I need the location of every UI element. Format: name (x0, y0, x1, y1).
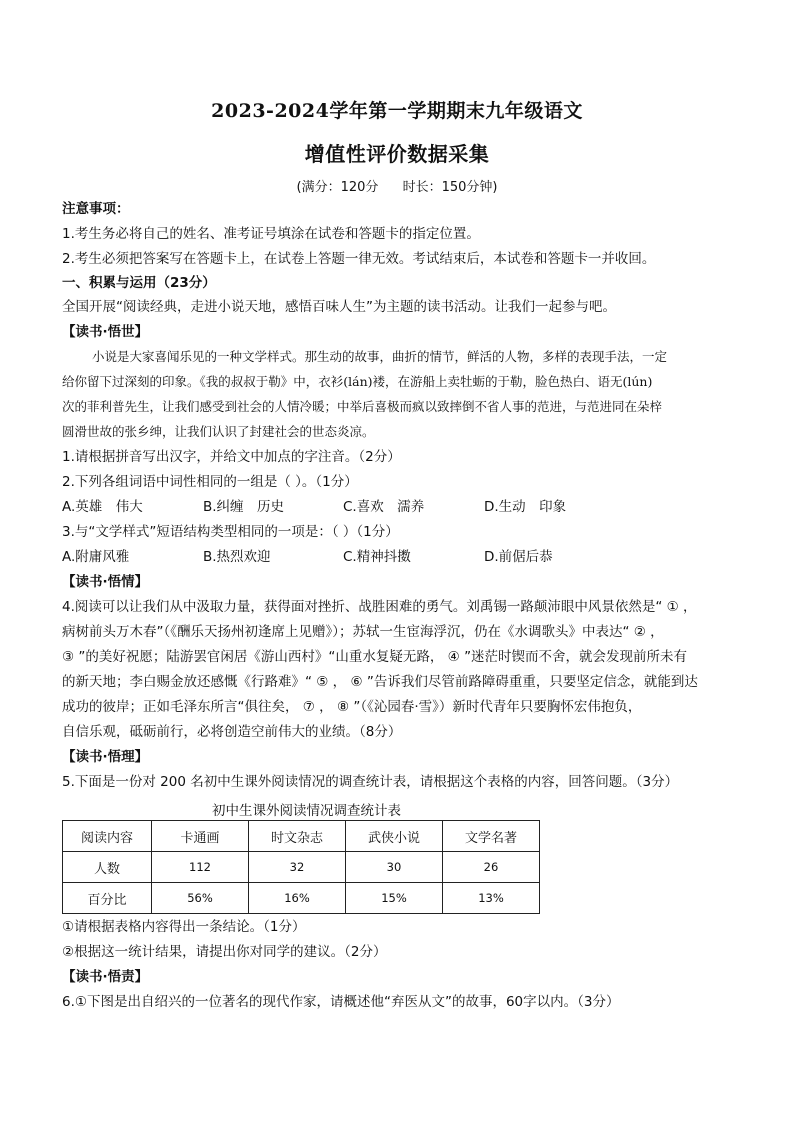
table-cell: 26 (443, 852, 540, 883)
exam-subtitle: 增值性评价数据采集 (304, 142, 490, 166)
table-cell: 15% (346, 883, 443, 914)
q2-option-d: D.生动 印象 (484, 499, 567, 515)
q5-sub-2: ②根据这一统计结果，请提出你对同学的建议。（2分） (62, 944, 387, 960)
exam-title: 2023-2024学年第一学期期末九年级语文 (211, 100, 583, 122)
table-header-cell: 时文杂志 (249, 821, 346, 852)
section1-heading: 一、积累与运用（23分） (62, 275, 216, 291)
question-5: 5.下面是一份对 200 名初中生课外阅读情况的调查统计表，请根据这个表格的内容，回答问题。（3分） (62, 774, 679, 790)
q4-line-1: 4.阅读可以让我们从中汲取力量，获得面对挫折、战胜困难的勇气。刘禹锡一路颠沛眼中风景依然是“ ① ， (62, 599, 697, 615)
table-header-cell: 武侠小说 (346, 821, 443, 852)
question-2: 2.下列各组词语中词性相同的一组是（ ）。（1分） (62, 474, 358, 490)
tag-reading-world: 【读书·悟世】 (62, 324, 149, 340)
table-row (63, 852, 540, 883)
reading-survey-table (62, 820, 540, 914)
table-cell: 13% (443, 883, 540, 914)
q3-option-d: D.前倨后恭 (484, 549, 553, 565)
q3-option-a: A.附庸风雅 (62, 549, 130, 565)
notes-heading: 注意事项： (62, 201, 130, 217)
table-cell: 16% (249, 883, 346, 914)
q2-option-c: C.喜欢 濡养 (343, 499, 425, 515)
table-cell: 人数 (63, 852, 152, 883)
exam-duration: 时长：150分钟) (402, 180, 498, 195)
note-item-2: 2.考生必须把答案写在答题卡上，在试卷上答题一律无效。考试结束后，本试卷和答题卡一并收回。 (62, 251, 656, 267)
table-cell: 112 (152, 852, 249, 883)
exam-meta (0, 176, 794, 195)
q4-line-3: ③ ”的美好祝愿；陆游罢官闲居《游山西村》“山重水复疑无路， ④ ”迷茫时锲而不舍，就会发现前所未有 (62, 649, 688, 665)
q3-option-b: B.热烈欢迎 (203, 549, 271, 565)
q4-line-2: 病树前头万木春”（《酬乐天扬州初逢席上见赠》）；苏轼一生宦海浮沉，仍在《水调歌头》中表达“ ② ， (62, 624, 664, 640)
table-cell: 32 (249, 852, 346, 883)
note-item-1: 1.考生务必将自己的姓名、准考证号填涂在试卷和答题卡的指定位置。 (62, 226, 480, 242)
table-header-cell: 阅读内容 (63, 821, 152, 852)
q4-line-6: 自信乐观，砥砺前行，必将创造空前伟大的业绩。（8分） (62, 724, 402, 740)
q5-sub-1: ①请根据表格内容得出一条结论。（1分） (62, 919, 306, 935)
section1-intro: 全国开展“阅读经典，走进小说天地，感悟百味人生”为主题的读书活动。让我们一起参与吧。 (62, 299, 616, 315)
table-header-cell: 卡通画 (152, 821, 249, 852)
tag-reading-emotion: 【读书·悟情】 (62, 574, 149, 590)
q2-option-a: A.英雄 伟大 (62, 499, 143, 515)
q3-option-c: C.精神抖擞 (343, 549, 411, 565)
table-cell: 30 (346, 852, 443, 883)
tag-reading-reason: 【读书·悟理】 (62, 749, 149, 765)
passage-line-3: 次的菲利普先生，让我们感受到社会的人情冷暖；中举后喜极而疯以致摔倒不省人事的范进，与范进同在朵梓 (62, 399, 663, 414)
table-row (63, 883, 540, 914)
table-header-row (63, 821, 540, 852)
table-header-cell: 文学名著 (443, 821, 540, 852)
q2-option-b: B.纠缠 历史 (203, 499, 285, 515)
tag-reading-duty: 【读书·悟责】 (62, 969, 149, 985)
q4-line-5: 成功的彼岸；正如毛泽东所言“俱往矣， ⑦ ， ⑧ ”（《沁园春·雪》）新时代青年只要胸怀宏伟抱负， (62, 699, 642, 715)
passage-line-4: 圆滑世故的张乡绅，让我们认识了封建社会的世态炎凉。 (62, 424, 375, 439)
table-cell: 56% (152, 883, 249, 914)
full-score: (满分：120分 (296, 180, 379, 195)
question-3: 3.与“文学样式”短语结构类型相同的一项是：（ ）（1分） (62, 524, 399, 540)
q4-line-4: 的新天地；李白赐金放还感慨《行路难》“ ⑤ ， ⑥ ”告诉我们尽管前路障碍重重，只要坚定信念，就能到达 (62, 674, 698, 690)
table-caption: 初中生课外阅读情况调查统计表 (212, 803, 401, 819)
table-cell: 百分比 (63, 883, 152, 914)
question-1: 1.请根据拼音写出汉字，并给文中加点的字注音。（2分） (62, 449, 401, 465)
question-6: 6.①下图是出自绍兴的一位著名的现代作家，请概述他“弃医从文”的故事，60字以内。（3分） (62, 994, 620, 1010)
passage-line-2: 给你留下过深刻的印象。《我的叔叔于勒》中，衣衫(lán)褛，在游船上卖牡蛎的于勒，脸色热白、语无(lún) (62, 374, 653, 389)
passage-line-1: 小说是大家喜闻乐见的一种文学样式。那生动的故事，曲折的情节，鲜活的人物，多样的表现手法，一定 (92, 349, 668, 364)
